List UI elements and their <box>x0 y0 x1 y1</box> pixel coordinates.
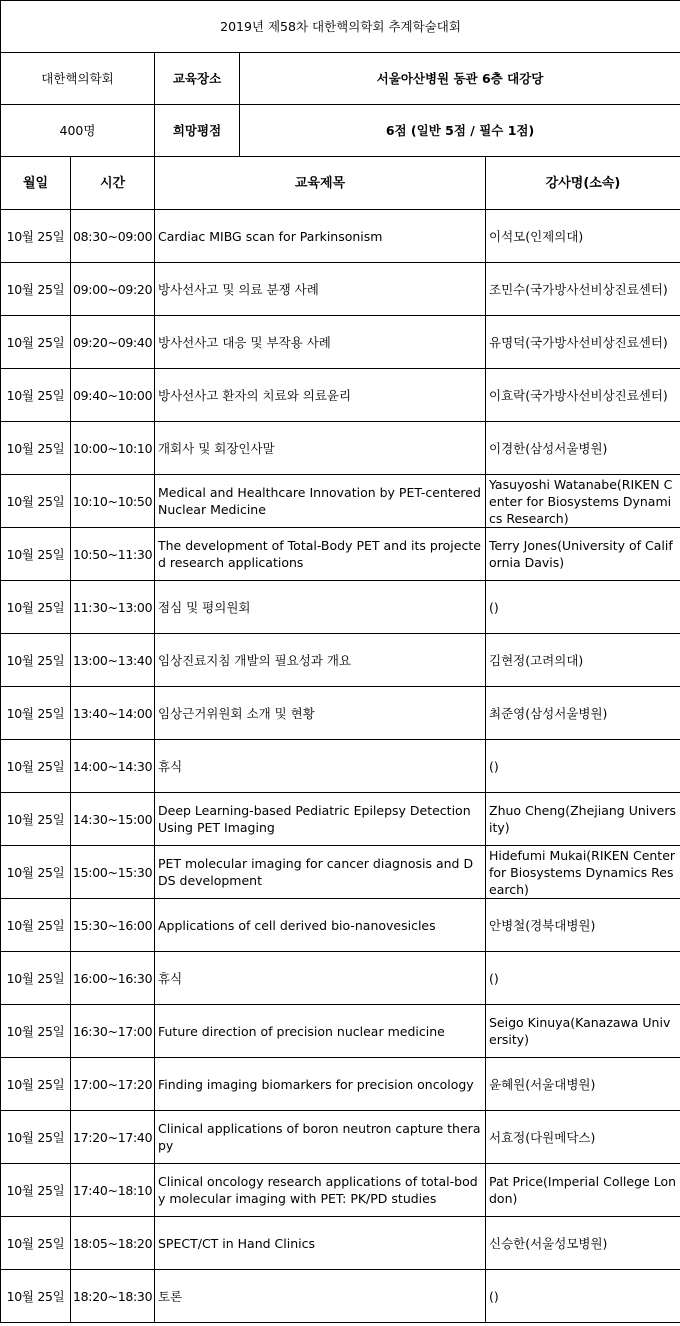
schedule-time: 13:40~14:00 <box>71 687 155 740</box>
schedule-lecturer: 신승한(서울성모병원) <box>486 1217 680 1270</box>
schedule-lecturer: 이석모(인제의대) <box>486 210 680 263</box>
schedule-topic: Medical and Healthcare Innovation by PET-centered Nuclear Medicine <box>155 475 486 528</box>
table-row <box>1 740 680 793</box>
schedule-time: 13:00~13:40 <box>71 634 155 687</box>
schedule-lecturer: 최준영(삼성서울병원) <box>486 687 680 740</box>
header-lecturer: 강사명(소속) <box>486 157 680 210</box>
schedule-lecturer: Zhuo Cheng(Zhejiang University) <box>486 793 680 846</box>
table-row <box>1 528 680 581</box>
title-row <box>1 1 680 53</box>
schedule-topic: 휴식 <box>155 952 486 1005</box>
schedule-time: 16:00~16:30 <box>71 952 155 1005</box>
schedule-lecturer: 유명덕(국가방사선비상진료센터) <box>486 316 680 369</box>
schedule-time: 09:40~10:00 <box>71 369 155 422</box>
schedule-topic: Clinical applications of boron neutron capture therapy <box>155 1111 486 1164</box>
schedule-time: 10:10~10:50 <box>71 475 155 528</box>
schedule-lecturer: () <box>486 581 680 634</box>
table-row <box>1 687 680 740</box>
schedule-time: 16:30~17:00 <box>71 1005 155 1058</box>
schedule-date: 10월 25일 <box>1 369 71 422</box>
schedule-time: 17:00~17:20 <box>71 1058 155 1111</box>
schedule-topic: 방사선사고 환자의 치료와 의료윤리 <box>155 369 486 422</box>
schedule-topic: Finding imaging biomarkers for precision oncology <box>155 1058 486 1111</box>
schedule-lecturer: Terry Jones(University of California Davis) <box>486 528 680 581</box>
table-row <box>1 1164 680 1217</box>
schedule-date: 10월 25일 <box>1 687 71 740</box>
schedule-date: 10월 25일 <box>1 1111 71 1164</box>
schedule-time: 09:00~09:20 <box>71 263 155 316</box>
venue-row-cell <box>155 53 680 105</box>
schedule-date: 10월 25일 <box>1 952 71 1005</box>
venue-value: 서울아산병원 동관 6층 대강당 <box>376 71 544 86</box>
schedule-lecturer: 조민수(국가방사선비상진료센터) <box>486 263 680 316</box>
table-row <box>1 422 680 475</box>
schedule-time: 11:30~13:00 <box>71 581 155 634</box>
schedule-topic: 휴식 <box>155 740 486 793</box>
score-row <box>1 105 680 157</box>
table-row <box>1 793 680 846</box>
venue-row <box>1 53 680 105</box>
schedule-lecturer: 윤혜원(서울대병원) <box>486 1058 680 1111</box>
schedule-date: 10월 25일 <box>1 263 71 316</box>
organizer: 대한핵의학회 <box>1 53 155 105</box>
table-row <box>1 1111 680 1164</box>
schedule-topic: SPECT/CT in Hand Clinics <box>155 1217 486 1270</box>
schedule-topic: PET molecular imaging for cancer diagnosis and DDS development <box>155 846 486 899</box>
schedule-time: 17:20~17:40 <box>71 1111 155 1164</box>
schedule-date: 10월 25일 <box>1 846 71 899</box>
schedule-date: 10월 25일 <box>1 210 71 263</box>
column-header-row <box>1 157 680 210</box>
header-time: 시간 <box>71 157 155 210</box>
table-row <box>1 475 680 528</box>
schedule-time: 14:30~15:00 <box>71 793 155 846</box>
table-row <box>1 369 680 422</box>
document-title: 2019년 제58차 대한핵의학회 추계학술대회 <box>1 1 680 53</box>
table-row <box>1 1005 680 1058</box>
schedule-lecturer: () <box>486 1270 680 1323</box>
schedule-topic: 임상진료지침 개발의 필요성과 개요 <box>155 634 486 687</box>
schedule-date: 10월 25일 <box>1 634 71 687</box>
schedule-time: 08:30~09:00 <box>71 210 155 263</box>
schedule-date: 10월 25일 <box>1 422 71 475</box>
schedule-time: 17:40~18:10 <box>71 1164 155 1217</box>
schedule-date: 10월 25일 <box>1 793 71 846</box>
schedule-table-body <box>1 1 680 1323</box>
schedule-topic: Deep Learning-based Pediatric Epilepsy Detection Using PET Imaging <box>155 793 486 846</box>
schedule-time: 15:30~16:00 <box>71 899 155 952</box>
score-row-cell <box>155 105 680 157</box>
schedule-time: 10:00~10:10 <box>71 422 155 475</box>
schedule-lecturer: 이효락(국가방사선비상진료센터) <box>486 369 680 422</box>
schedule-date: 10월 25일 <box>1 740 71 793</box>
header-topic: 교육제목 <box>155 157 486 210</box>
table-row <box>1 581 680 634</box>
schedule-time: 14:00~14:30 <box>71 740 155 793</box>
schedule-topic: Future direction of precision nuclear medicine <box>155 1005 486 1058</box>
schedule-topic: 방사선사고 및 의료 분쟁 사례 <box>155 263 486 316</box>
table-row <box>1 846 680 899</box>
schedule-date: 10월 25일 <box>1 1164 71 1217</box>
schedule-time: 10:50~11:30 <box>71 528 155 581</box>
schedule-topic: 방사선사고 대응 및 부작용 사례 <box>155 316 486 369</box>
schedule-topic: Clinical oncology research applications of total-body molecular imaging with PET: PK/PD studies <box>155 1164 486 1217</box>
schedule-topic: 점심 및 평의원회 <box>155 581 486 634</box>
schedule-lecturer: Yasuyoshi Watanabe(RIKEN Center for Biosystems Dynamics Research) <box>486 475 680 528</box>
schedule-lecturer: Hidefumi Mukai(RIKEN Center for Biosystems Dynamics Research) <box>486 846 680 899</box>
schedule-topic: Cardiac MIBG scan for Parkinsonism <box>155 210 486 263</box>
schedule-date: 10월 25일 <box>1 1270 71 1323</box>
schedule-date: 10월 25일 <box>1 899 71 952</box>
schedule-date: 10월 25일 <box>1 1217 71 1270</box>
score-value: 6점 (일반 5점 / 필수 1점) <box>385 123 535 138</box>
schedule-topic: 토론 <box>155 1270 486 1323</box>
schedule-topic: Applications of cell derived bio-nanovesicles <box>155 899 486 952</box>
schedule-date: 10월 25일 <box>1 475 71 528</box>
schedule-topic: The development of Total-Body PET and its projected research applications <box>155 528 486 581</box>
schedule-lecturer: () <box>486 740 680 793</box>
schedule-lecturer: Seigo Kinuya(Kanazawa University) <box>486 1005 680 1058</box>
table-row <box>1 1217 680 1270</box>
schedule-topic: 개회사 및 회장인사말 <box>155 422 486 475</box>
schedule-date: 10월 25일 <box>1 1005 71 1058</box>
schedule-time: 09:20~09:40 <box>71 316 155 369</box>
score-label: 희망평점 <box>155 105 240 156</box>
schedule-topic: 임상근거위원회 소개 및 현황 <box>155 687 486 740</box>
table-row <box>1 899 680 952</box>
table-row <box>1 952 680 1005</box>
venue-label: 교육장소 <box>155 53 240 104</box>
schedule-lecturer: Pat Price(Imperial College London) <box>486 1164 680 1217</box>
schedule-date: 10월 25일 <box>1 316 71 369</box>
header-date: 월일 <box>1 157 71 210</box>
schedule-date: 10월 25일 <box>1 528 71 581</box>
schedule-lecturer: 서효정(다원메닥스) <box>486 1111 680 1164</box>
table-row <box>1 634 680 687</box>
table-row <box>1 1058 680 1111</box>
schedule-time: 15:00~15:30 <box>71 846 155 899</box>
schedule-date: 10월 25일 <box>1 581 71 634</box>
table-row <box>1 263 680 316</box>
table-row <box>1 316 680 369</box>
table-row <box>1 1270 680 1323</box>
schedule-lecturer: 이경한(삼성서울병원) <box>486 422 680 475</box>
attendees: 400명 <box>1 105 155 157</box>
schedule-time: 18:05~18:20 <box>71 1217 155 1270</box>
schedule-lecturer: () <box>486 952 680 1005</box>
schedule-date: 10월 25일 <box>1 1058 71 1111</box>
table-row <box>1 210 680 263</box>
schedule-lecturer: 안병철(경북대병원) <box>486 899 680 952</box>
schedule-lecturer: 김현정(고려의대) <box>486 634 680 687</box>
schedule-time: 18:20~18:30 <box>71 1270 155 1323</box>
